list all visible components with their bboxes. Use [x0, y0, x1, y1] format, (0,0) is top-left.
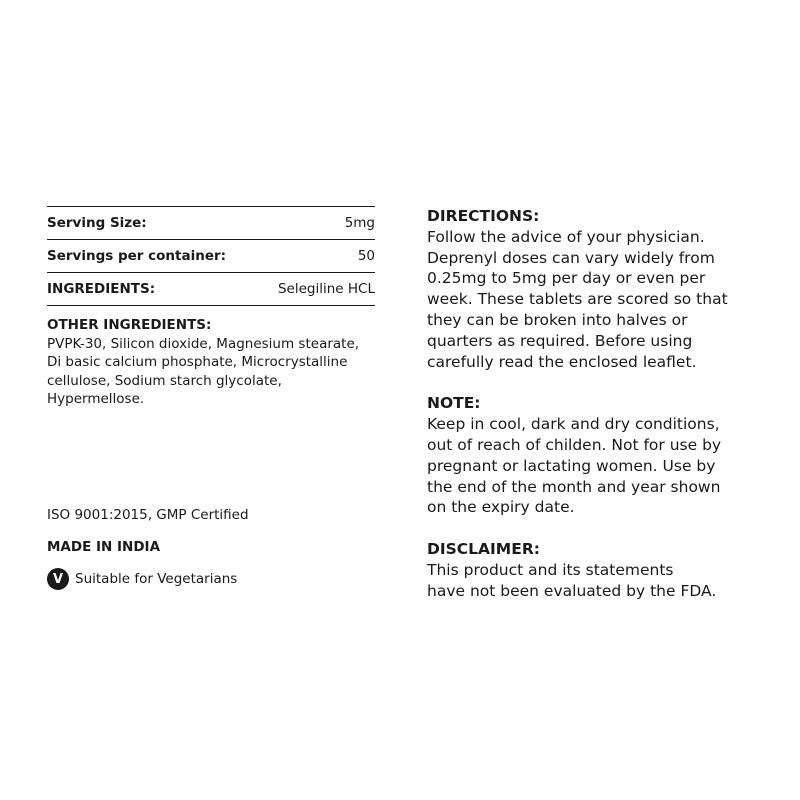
directions-title: DIRECTIONS: — [427, 207, 540, 225]
directions-text: Follow the advice of your physician. Deprenyl doses can vary widely from 0.25mg to 5mg per day or even per week. These tablets are scored so that they can be broken into halves or quarters as required. Before using carefully read the enclosed leaflet. — [427, 227, 728, 371]
other-ingredients-title: OTHER INGREDIENTS: — [47, 317, 212, 333]
ingredients-row — [47, 273, 375, 306]
directions-section — [427, 206, 767, 372]
other-ingredients-text: PVPK-30, Silicon dioxide, Magnesium stearate, Di basic calcium phosphate, Microcrystalline cellulose, Sodium starch glycolate, Hypermellose. — [47, 335, 360, 407]
servings-per-container-row — [47, 240, 375, 273]
vegetarian-note — [47, 568, 237, 590]
vegetarian-label: Suitable for Vegetarians — [75, 571, 238, 587]
facts-table — [47, 206, 375, 306]
disclaimer-section — [427, 539, 767, 601]
serving-size-label: Serving Size: — [47, 215, 147, 231]
ingredients-label: INGREDIENTS: — [47, 281, 156, 297]
disclaimer-text: This product and its statements have not been evaluated by the FDA. — [427, 560, 717, 600]
label-text-panel — [427, 206, 767, 602]
supplement-facts-panel — [47, 206, 375, 409]
note-text: Keep in cool, dark and dry conditions, out of reach of childen. Not for use by pregnant or lactating women. Use by the end of the month and year shown on the expiry date. — [427, 415, 722, 517]
disclaimer-title: DISCLAIMER: — [427, 540, 540, 559]
servings-per-container-value: 50 — [357, 248, 375, 264]
serving-size-value: 5mg — [344, 215, 375, 231]
ingredients-value: Selegiline HCL — [277, 281, 375, 297]
other-ingredients-section — [47, 316, 375, 409]
note-section — [427, 393, 767, 518]
certification-text: ISO 9001:2015, GMP Certified — [47, 507, 249, 523]
serving-size-row — [47, 207, 375, 240]
note-title: NOTE: — [427, 394, 481, 413]
servings-per-container-label: Servings per container: — [47, 248, 227, 264]
vegetarian-icon: V — [47, 568, 69, 590]
origin-text: MADE IN INDIA — [47, 539, 161, 555]
